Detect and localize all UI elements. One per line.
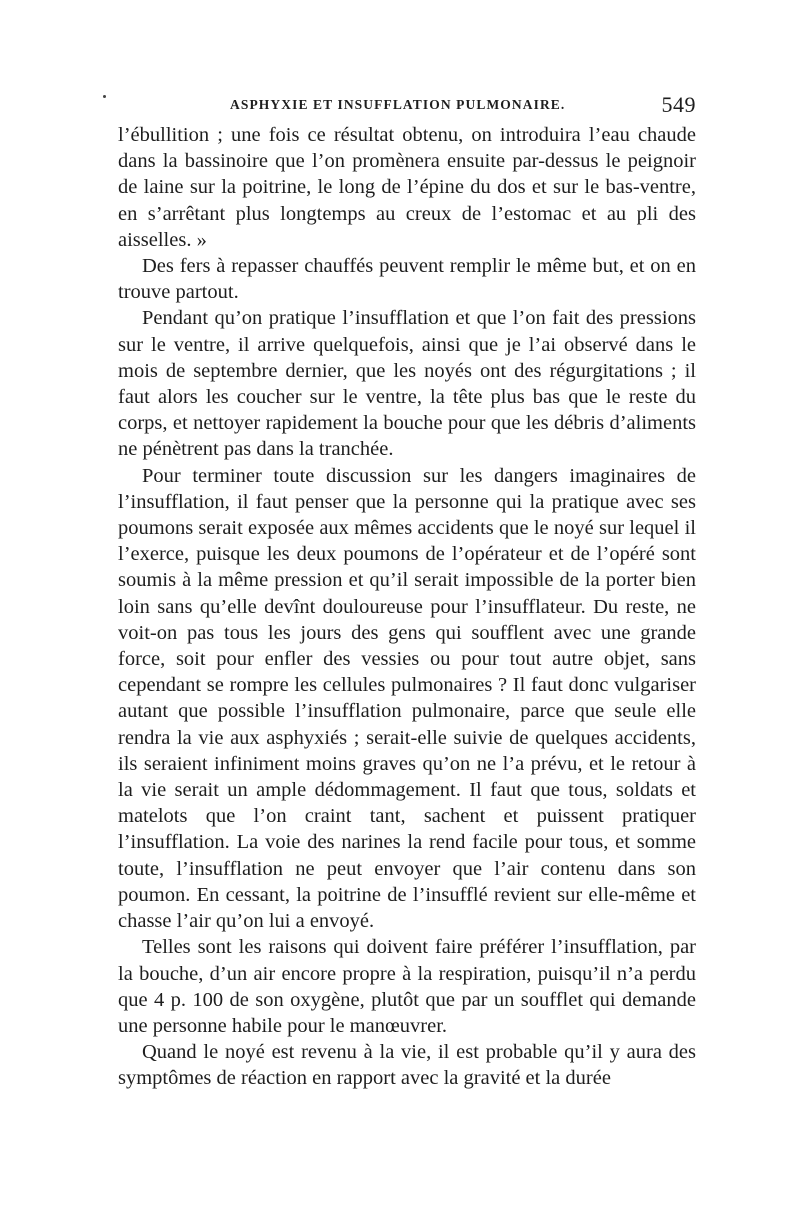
stray-ink-mark — [103, 95, 106, 98]
paragraph: Quand le noyé est revenu à la vie, il est probable qu’il y aura des symptômes de réaction en rapport avec la gravité et la durée — [118, 1041, 696, 1090]
body-text — [118, 122, 696, 1092]
book-page — [118, 92, 696, 1092]
paragraph: Des fers à repasser chauffés peuvent remplir le même but, et on en trouve partout. — [118, 255, 696, 304]
paragraph: Pendant qu’on pratique l’insufflation et que l’on fait des pressions sur le ventre, il arrive quelquefois, ainsi que je l’ai observé dans le mois de septembre dernier, que les noyés ont des régurgitations ; il faut alors les coucher sur le ventre, la tête plus bas que le reste du corps, et nettoyer rapidement la bouche pour que les débris d’aliments ne pénètrent pas dans la tranchée. — [118, 307, 696, 461]
paragraph-continuation: l’ébullition ; une fois ce résultat obtenu, on introduira l’eau chaude dans la bassinoire que l’on promènera ensuite par-dessus le peignoir de laine sur la poitrine, le long de l’épine du dos et sur le bas-ventre, en s’arrêtant plus longtemps au creux de l’estomac et au pli des aisselles. » — [118, 124, 696, 251]
running-title: ASPHYXIE ET INSUFFLATION PULMONAIRE. — [230, 97, 566, 112]
running-header — [118, 92, 696, 122]
paragraph: Telles sont les raisons qui doivent faire préférer l’insufflation, par la bouche, d’un air encore propre à la respiration, puisqu’il n’a perdu que 4 p. 100 de son oxygène, plutôt que par un soufflet qui demande une personne habile pour le manœuvrer. — [118, 936, 696, 1037]
page-number: 549 — [661, 92, 696, 117]
paragraph: Pour terminer toute discussion sur les dangers imaginaires de l’insufflation, il faut penser que la personne qui la pratique avec ses poumons serait exposée aux mêmes accidents que le noyé sur lequel il l’exerce, puisque les deux poumons de l’opérateur et de l’opéré sont soumis à la même pression et qu’il serait impossible de la porter bien loin sans qu’elle devînt douloureuse pour l’insufflateur. Du reste, ne voit-on pas tous les jours des gens qui soufflent avec une grande force, soit pour enfler des vessies ou pour tout autre objet, sans cependant se rompre les cellules pulmonaires ? Il faut donc vulgariser autant que possible l’insufflation pulmonaire, parce que seule elle rendra la vie aux asphyxiés ; serait-elle suivie de quelques accidents, ils seraient infiniment moins graves qu’on ne l’a prévu, et le retour à la vie serait un ample dédommagement. Il faut que tous, soldats et matelots que l’on craint tant, sachent et puissent pratiquer l’insufflation. La voie des narines la rend facile pour tous, et somme toute, l’insufflation ne peut envoyer que l’air contenu dans son poumon. En cessant, la poitrine de l’insufflé revient sur elle-même et chasse l’air qu’on lui a envoyé. — [118, 464, 696, 933]
